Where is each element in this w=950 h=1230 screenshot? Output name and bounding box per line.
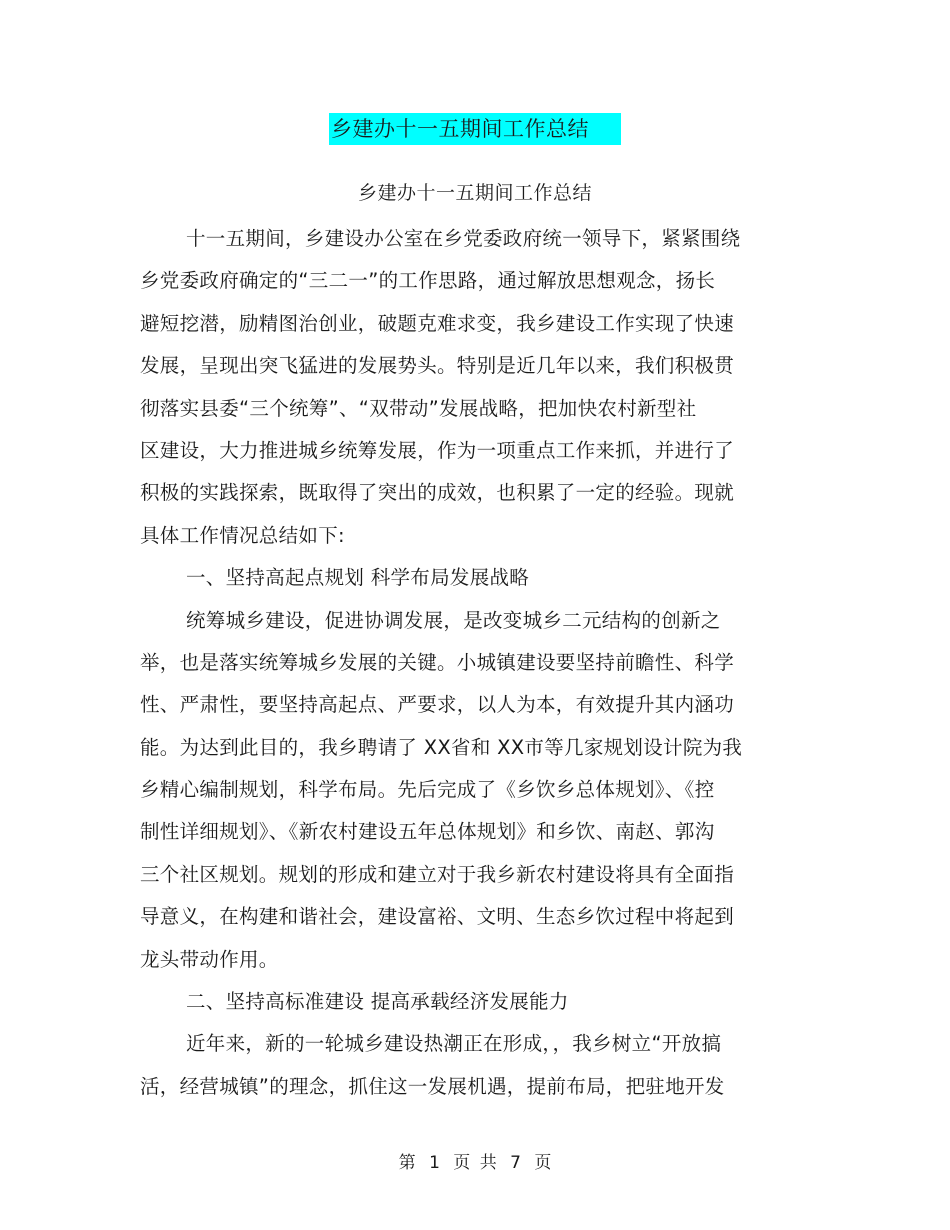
page-label-suffix: 页 — [534, 1153, 552, 1173]
body-line: 导意义，在构建和谐社会，建设富裕、文明、生态乡饮过程中将起到 — [140, 905, 735, 929]
document-title: 乡建办十一五期间工作总结 — [329, 113, 621, 145]
title-container — [0, 113, 950, 145]
document-body — [140, 218, 785, 1108]
body-line: 制性详细规划》、《新农村建设五年总体规划》和乡饮、南赵、郭沟 — [140, 820, 715, 844]
body-line: 区建设，大力推进城乡统筹发展，作为一项重点工作来抓，并进行了 — [140, 438, 735, 462]
total-pages: 7 — [510, 1153, 521, 1173]
body-line: 发展，呈现出突飞猛进的发展势头。特别是近几年以来，我们积极贯 — [140, 354, 735, 378]
body-line: 三个社区规划。规划的形成和建立对于我乡新农村建设将具有全面指 — [140, 862, 735, 886]
body-line: 二、坚持高标准建设 提高承载经济发展能力 — [186, 990, 569, 1014]
body-line: 活，经营城镇”的理念，抓住这一发展机遇，提前布局，把驻地开发 — [140, 1074, 725, 1098]
body-line: 避短挖潜，励精图治创业，破题克难求变，我乡建设工作实现了快速 — [140, 311, 735, 335]
body-line: 积极的实践探索，既取得了突出的成效，也积累了一定的经验。现就 — [140, 481, 735, 505]
page-label-mid: 页 共 — [453, 1153, 497, 1173]
body-line: 具体工作情况总结如下: — [140, 523, 345, 547]
body-line: 近年来，新的一轮城乡建设热潮正在形成，，我乡树立“开放搞 — [186, 1032, 722, 1056]
body-line: 能。为达到此目的，我乡聘请了 XX省和 XX市等几家规划设计院为我 — [140, 735, 743, 759]
body-line: 一、坚持高起点规划 科学布局发展战略 — [186, 566, 530, 590]
page-label-prefix: 第 — [398, 1153, 416, 1173]
page-footer — [0, 1150, 950, 1176]
body-line: 十一五期间，乡建设办公室在乡党委政府统一领导下，紧紧围绕 — [186, 227, 741, 250]
body-line: 性、严肃性，要坚持高起点、严要求，以人为本，有效提升其内涵功 — [140, 693, 735, 717]
body-line: 乡党委政府确定的“三二一”的工作思路，通过解放思想观念，扬长 — [140, 269, 716, 293]
body-line: 龙头带动作用。 — [140, 947, 279, 971]
body-line: 统筹城乡建设，促进协调发展，是改变城乡二元结构的创新之 — [186, 608, 721, 632]
page-number: 1 — [429, 1153, 440, 1173]
body-line: 彻落实县委“三个统筹”、“双带动”发展战略，把加快农村新型社 — [140, 396, 697, 420]
body-line: 举，也是落实统筹城乡发展的关键。小城镇建设要坚持前瞻性、科学 — [140, 650, 735, 674]
document-subtitle: 乡建办十一五期间工作总结 — [357, 182, 592, 204]
body-line: 乡精心编制规划，科学布局。先后完成了《乡饮乡总体规划》、《控 — [140, 778, 715, 802]
